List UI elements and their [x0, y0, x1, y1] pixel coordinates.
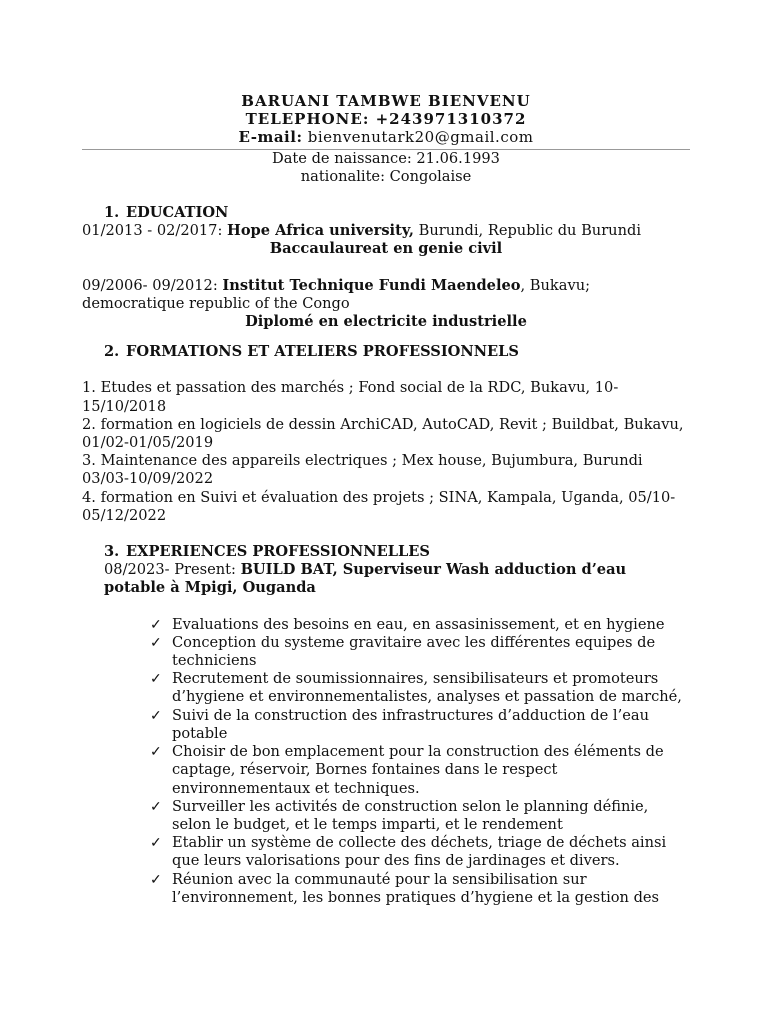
- email-line: [82, 128, 690, 146]
- formation-item: 1. Etudes et passation des marchés ; Fond social de la RDC, Bukavu, 10-15/10/2018: [82, 379, 619, 415]
- experience-heading: 3. EXPERIENCES PROFESSIONNELLES: [104, 543, 430, 561]
- phone-number: TELEPHONE: +243971310372: [245, 110, 527, 129]
- education-degree: Diplomé en electricite industrielle: [245, 313, 527, 331]
- education-entry: 09/2006- 09/2012: Institut Technique Fundi Maendeleo, Bukavu; democratique republic of the Congo: [82, 276, 591, 312]
- list-item: ✓ Conception du systeme gravitaire avec les différentes equipes de techniciens: [150, 633, 656, 670]
- list-item: ✓ Réunion avec la communauté pour la sensibilisation sur l’environnement, les bonnes pratiques d’hygiene et la gestion des: [150, 870, 660, 906]
- experience-position: 08/2023- Present: BUILD BAT, Superviseur Wash adduction d’eau potable à Mpigi, Ouganda: [104, 561, 627, 597]
- birth-date: Date de naissance: 21.06.1993: [272, 149, 500, 167]
- resume-page: [82, 92, 690, 907]
- nationality: nationalite: Congolaise: [300, 167, 472, 185]
- check-icon: ✓: [150, 616, 162, 633]
- email-address: bienvenutark20@gmail.com: [307, 128, 534, 147]
- check-icon: ✓: [150, 707, 162, 724]
- formation-item: 4. formation en Suivi et évaluation des projets ; SINA, Kampala, Uganda, 05/10-05/12/2022: [82, 488, 676, 524]
- list-item: ✓ Etablir un système de collecte des déchets, triage de déchets ainsi que leurs valorisations pour des fins de jardinages et divers.: [150, 834, 667, 870]
- check-icon: ✓: [150, 835, 162, 852]
- list-item: ✓ Suivi de la construction des infrastructures d’adduction de l’eau potable: [150, 706, 649, 742]
- education-entry: 01/2013 - 02/2017: Hope Africa university, Burundi, Republic du Burundi: [82, 222, 641, 240]
- candidate-name: BARUANI TAMBWE BIENVENU: [241, 92, 531, 110]
- formation-item: 2. formation en logiciels de dessin ArchiCAD, AutoCAD, Revit ; Buildbat, Bukavu, 01/02-01/05/2019: [82, 415, 684, 452]
- check-icon: ✓: [150, 744, 162, 761]
- check-icon: ✓: [150, 634, 162, 651]
- check-icon: ✓: [150, 871, 162, 888]
- education-degree: Baccaulaureat en genie civil: [269, 240, 503, 258]
- education-heading: 1. EDUCATION: [104, 204, 229, 222]
- list-item: ✓ Evaluations des besoins en eau, en assasinissement, et en hygiene: [150, 615, 665, 633]
- check-icon: ✓: [150, 798, 162, 815]
- check-icon: ✓: [150, 671, 162, 688]
- list-item: ✓ Surveiller les activités de construction selon le planning définie, selon le budget, et le temps imparti, et le rendement: [150, 797, 649, 833]
- email-label: E-mail:: [238, 128, 303, 147]
- task-list: [82, 616, 690, 907]
- list-item: ✓ Recrutement de soumissionnaires, sensibilisateurs et promoteurs d’hygiene et environnementalistes, analyses et passation de marché,: [150, 670, 682, 706]
- formations-heading: 2. FORMATIONS ET ATELIERS PROFESSIONNELS: [104, 343, 519, 361]
- formation-item: 3. Maintenance des appareils electriques ; Mex house, Bujumbura, Burundi 03/03-10/09/2022: [82, 452, 643, 488]
- list-item: ✓ Choisir de bon emplacement pour la construction des éléments de captage, réservoir, Bornes fontaines dans le respect environnementaux et techniques.: [150, 743, 664, 797]
